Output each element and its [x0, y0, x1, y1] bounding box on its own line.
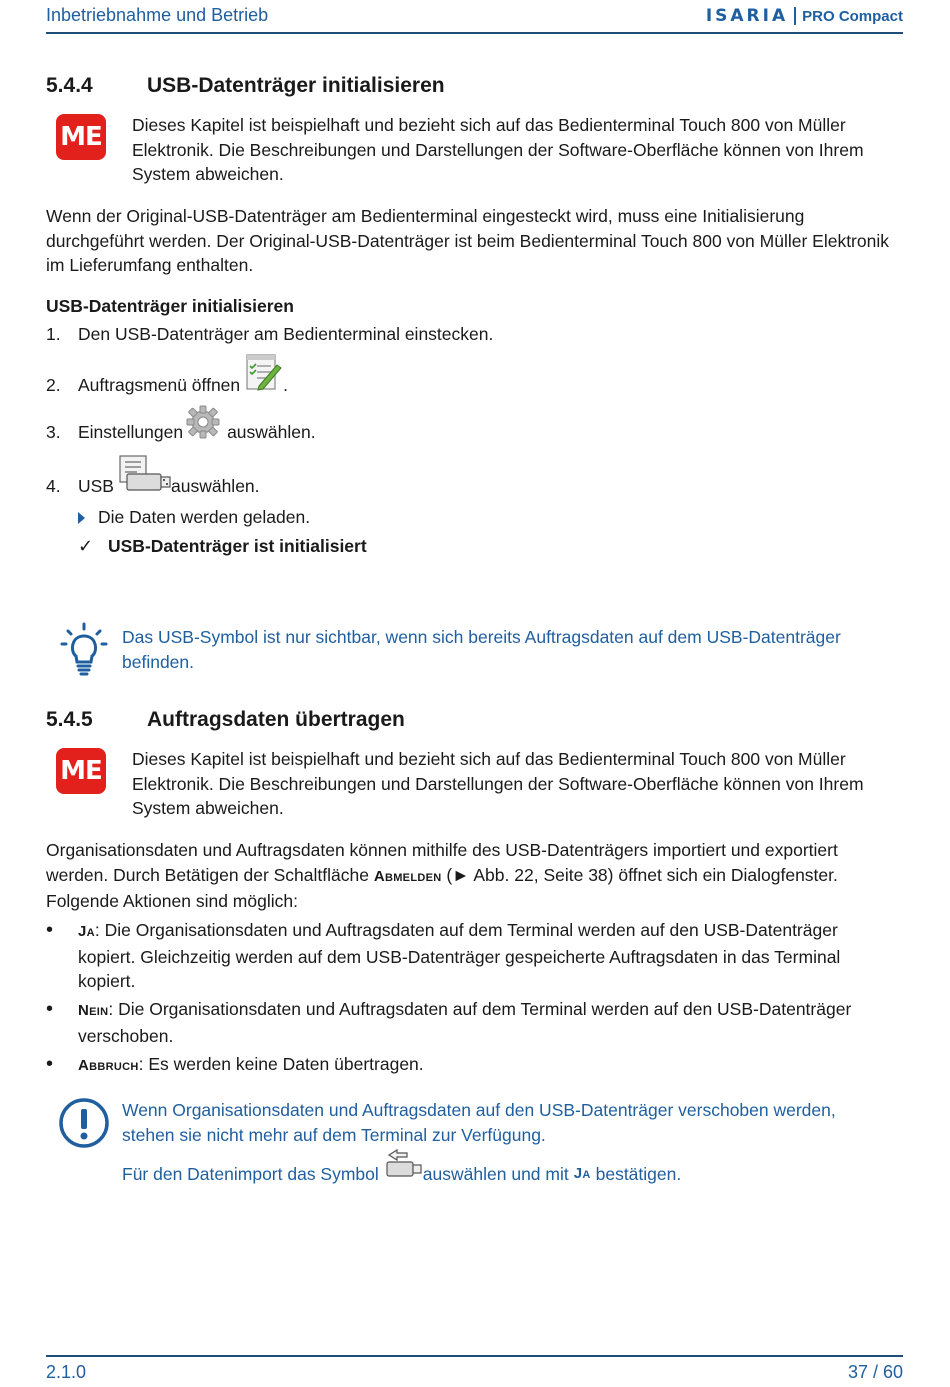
step-done: ✓ USB-Datenträger ist initialisiert: [78, 536, 367, 556]
lightbulb-icon: [60, 622, 108, 683]
bullet-abbruch: • Abbruch: Es werden keine Daten übertragen.: [46, 1052, 900, 1079]
brand-divider: [794, 7, 796, 25]
result-arrow-icon: [78, 512, 85, 524]
page-header: [46, 4, 903, 34]
product-name: PRO Compact: [802, 7, 903, 25]
abmelden-button-ref: Abmelden: [373, 867, 442, 885]
order-menu-icon[interactable]: [245, 353, 283, 398]
section-title: USB-Datenträger initialisieren: [147, 74, 445, 97]
me-logo-icon: ME: [56, 114, 106, 160]
bullet-nein: • Nein: Die Organisationsdaten und Auftragsdaten auf dem Terminal werden auf den USB-Datenträger verschoben.: [46, 997, 900, 1048]
step-result: Die Daten werden geladen.: [78, 507, 310, 528]
usb-import-icon[interactable]: [385, 1148, 423, 1189]
step-2: 2. Auftragsmenü öffnen .: [46, 353, 288, 398]
usb-storage-icon[interactable]: [117, 454, 171, 499]
manufacturer-note: Dieses Kapitel ist beispielhaft und bezieht sich auf das Bedienterminal Touch 800 von Müller Elektronik. Die Beschreibungen und Darstellungen der Software-Oberfläche können von Ihrem System abweichen.: [132, 749, 864, 818]
step-3: 3. Einstellungen auswählen.: [46, 404, 316, 445]
ja-button-ref: Ja: [573, 1165, 591, 1182]
section-number: 5.4.5: [46, 708, 93, 731]
import-instruction: Für den Datenimport das Symbol auswählen und mit Ja bestätigen.: [122, 1148, 890, 1189]
header-section-title: Inbetriebnahme und Betrieb: [46, 5, 269, 25]
exclamation-icon: [58, 1097, 110, 1154]
gear-icon[interactable]: [185, 404, 221, 445]
transfer-intro: Organisationsdaten und Auftragsdaten können mithilfe des USB-Datenträgers importiert und exportiert werden. Durch Betätigen der Schaltfläche Abmelden (► Abb. 22, Seite 38) öffnet sich ein Dialogfenster. Folgende Aktionen sind möglich:: [46, 840, 838, 911]
intro-paragraph: Wenn der Original-USB-Datenträger am Bedienterminal eingesteckt wird, muss eine Initialisierung durchgeführt werden. Der Original-USB-Datenträger ist beim Bedienterminal Touch 800 von Müller Elektronik im Lieferumfang enthalten.: [46, 206, 889, 275]
header-brand: [706, 6, 903, 26]
footer-page-number: 37 / 60: [847, 1362, 903, 1382]
section-title: Auftragsdaten übertragen: [147, 708, 405, 731]
bullet-ja: • Ja: Die Organisationsdaten und Auftragsdaten auf dem Terminal werden auf den USB-Datenträger kopiert. Gleichzeitig werden auf dem USB-Datenträger gespeicherte Auftragsdaten in das Terminal kopiert.: [46, 918, 900, 994]
tip-text: Das USB-Symbol ist nur sichtbar, wenn sich bereits Auftragsdaten auf dem USB-Datenträger befinden.: [122, 627, 841, 672]
step-4: 4. USB auswählen.: [46, 454, 260, 499]
warning-text: Wenn Organisationsdaten und Auftragsdaten auf den USB-Datenträger verschoben werden, stehen sie nicht mehr auf dem Terminal zur Verfügung.: [122, 1100, 836, 1145]
brand-logo: ISARIA: [705, 6, 789, 26]
checkmark-icon: ✓: [78, 536, 94, 556]
steps-heading: USB-Datenträger initialisieren: [46, 296, 294, 316]
manufacturer-note: Dieses Kapitel ist beispielhaft und bezieht sich auf das Bedienterminal Touch 800 von Müller Elektronik. Die Beschreibungen und Darstellungen der Software-Oberfläche können von Ihrem System abweichen.: [132, 115, 864, 184]
section-number: 5.4.4: [46, 74, 93, 97]
me-logo-icon: ME: [56, 748, 106, 794]
section-heading-544: [46, 74, 445, 98]
footer-version: 2.1.0: [46, 1362, 87, 1382]
footer-rule: [46, 1355, 903, 1357]
section-heading-545: [46, 708, 405, 732]
step-1: 1. Den USB-Datenträger am Bedienterminal einstecken.: [46, 324, 494, 344]
